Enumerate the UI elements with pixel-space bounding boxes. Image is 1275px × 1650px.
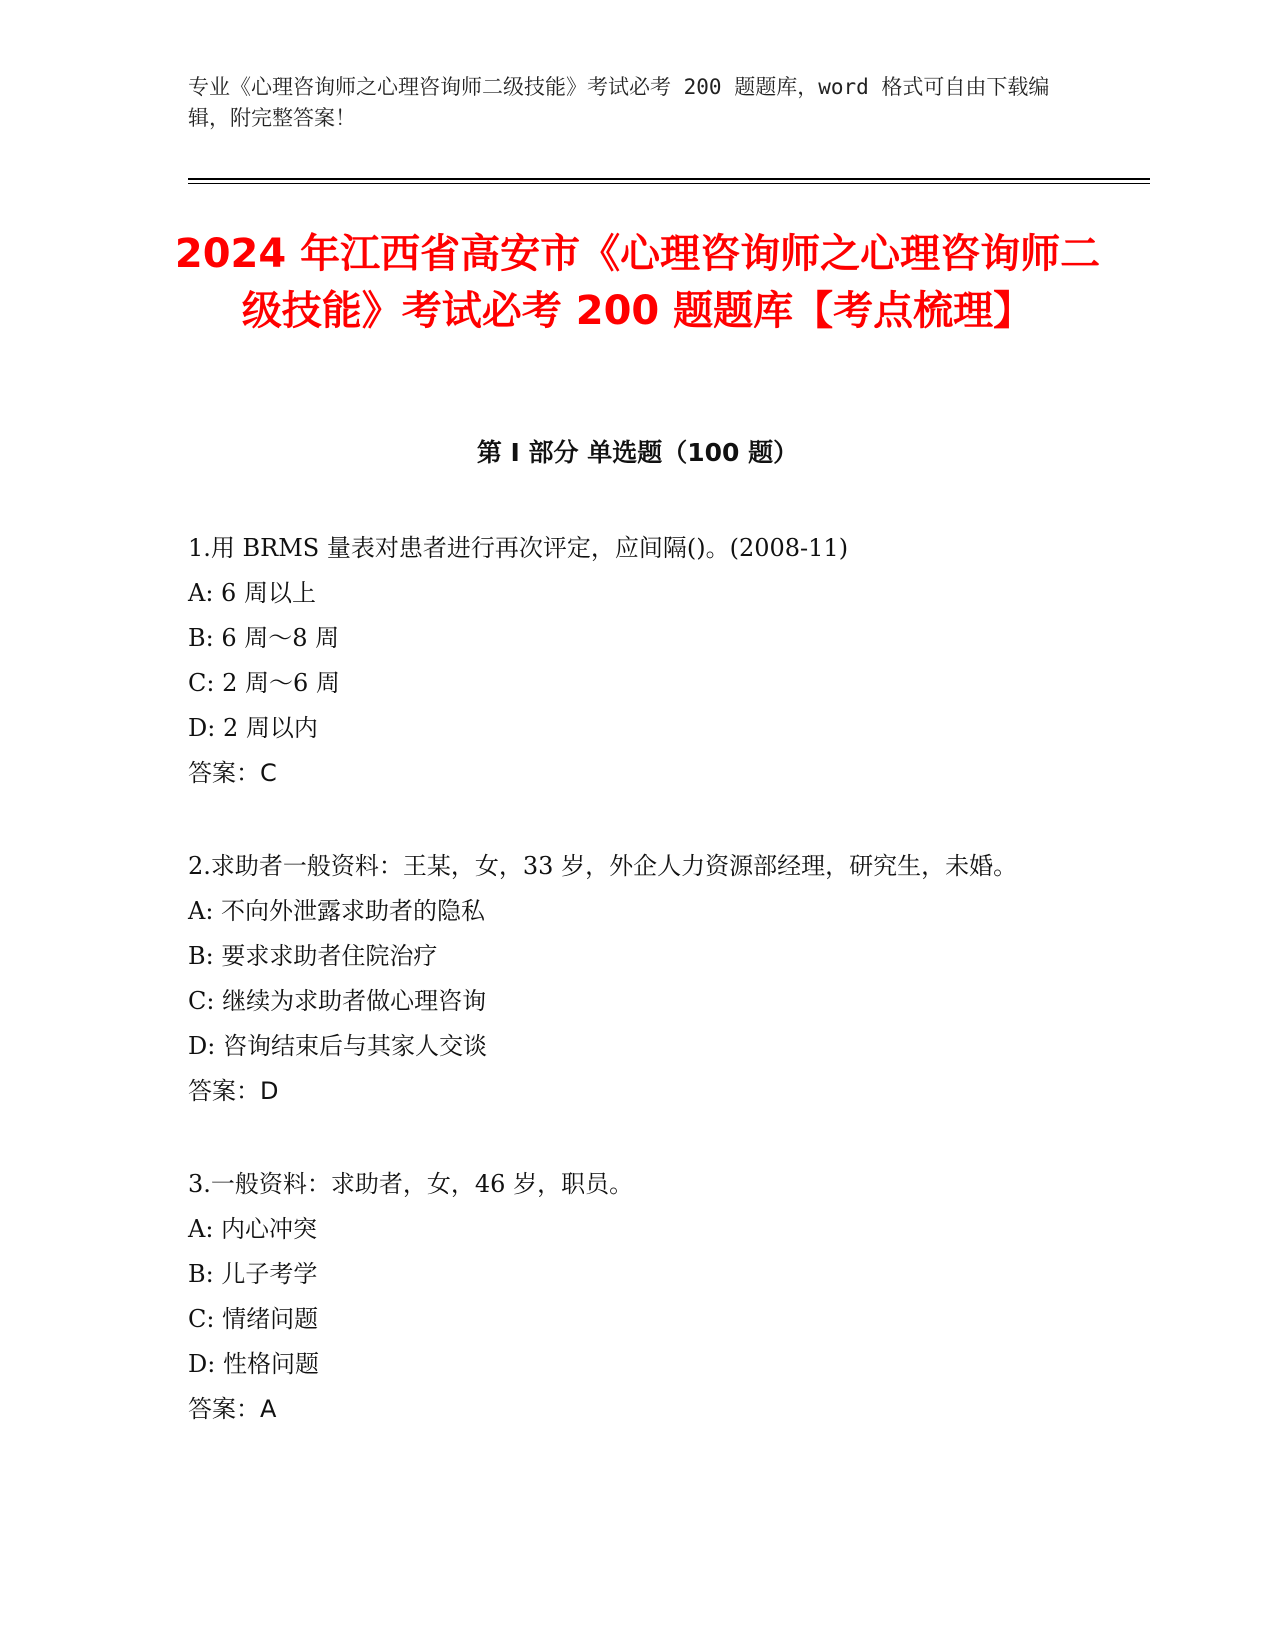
question-stem: 3.一般资料：求助者，女，46 岁，职员。: [188, 1170, 634, 1198]
header-note: 专业《心理咨询师之心理咨询师二级技能》考试必考 200 题题库，word 格式可自由下载编辑，附完整答案！: [188, 75, 1050, 130]
question-stem: 2.求助者一般资料：王某，女，33 岁，外企人力资源部经理，研究生，未婚。: [188, 852, 1018, 880]
answer-line: 答案：D: [188, 1077, 279, 1105]
option-c: C: 2 周～6 周: [188, 669, 340, 697]
question-stem: 1.用 BRMS 量表对患者进行再次评定，应间隔()。(2008-11): [188, 534, 849, 562]
option-c: C: 继续为求助者做心理咨询: [188, 987, 487, 1015]
option-a: A: 6 周以上: [188, 579, 316, 607]
answer-line: 答案：A: [188, 1395, 277, 1423]
document-title: 2024 年江西省高安市《心理咨询师之心理咨询师二级技能》考试必考 200 题题库【考点梳理】: [174, 231, 1101, 334]
question-item: [188, 1162, 1088, 1432]
option-d: D: 2 周以内: [188, 714, 318, 742]
question-list: [188, 526, 1088, 1480]
section-title: 第 I 部分 单选题（100 题）: [476, 438, 799, 467]
question-item: [188, 844, 1088, 1114]
option-c: C: 情绪问题: [188, 1305, 319, 1333]
option-b: B: 儿子考学: [188, 1260, 318, 1288]
option-a: A: 内心冲突: [188, 1215, 318, 1243]
option-b: B: 6 周～8 周: [188, 624, 340, 652]
header-divider-thick: [188, 178, 1150, 180]
option-d: D: 咨询结束后与其家人交谈: [188, 1032, 487, 1060]
header-divider-thin: [188, 183, 1150, 184]
option-d: D: 性格问题: [188, 1350, 319, 1378]
question-item: [188, 526, 1088, 796]
answer-line: 答案：C: [188, 759, 277, 787]
option-a: A: 不向外泄露求助者的隐私: [188, 897, 486, 925]
option-b: B: 要求求助者住院治疗: [188, 942, 438, 970]
